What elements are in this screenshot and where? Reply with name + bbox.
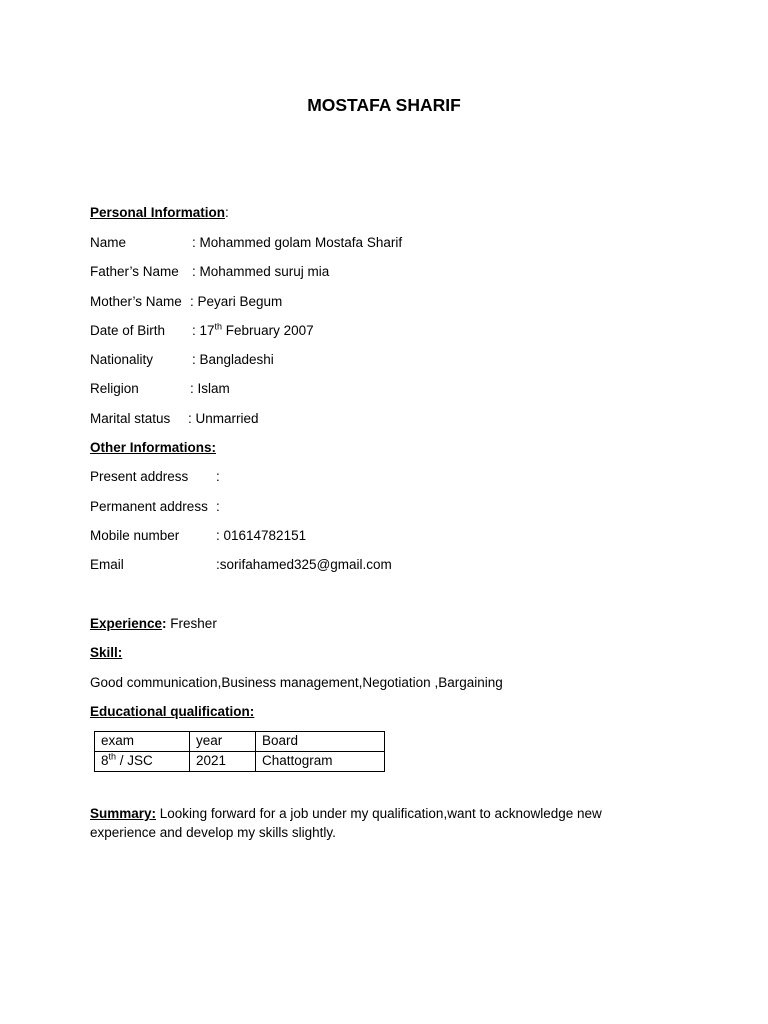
permanent-address-value: :	[216, 499, 220, 514]
permanent-address-row	[90, 499, 220, 514]
mobile-number-row	[90, 528, 306, 543]
summary-paragraph	[90, 804, 650, 842]
marital-status-value: : Unmarried	[188, 411, 259, 426]
table-header-board: Board	[256, 732, 385, 752]
name-value: : Mohammed golam Mostafa Sharif	[192, 235, 403, 250]
summary-value: Looking forward for a job under my qualification,want to acknowledge new experience and develop my skills slightly.	[90, 806, 602, 840]
table-header-year: year	[190, 732, 256, 752]
personal-info-heading-line	[90, 205, 229, 220]
religion-value: : Islam	[190, 381, 230, 396]
skill-value: Good communication,Business management,Negotiation ,Bargaining	[90, 675, 503, 690]
name-row	[90, 235, 402, 250]
exam-superscript: th	[108, 751, 117, 762]
page-title: MOSTAFA SHARIF	[307, 95, 461, 115]
present-address-label-a: Present	[90, 469, 137, 484]
email-value: :sorifahamed325@gmail.com	[216, 557, 392, 572]
experience-colon: :	[162, 616, 167, 631]
mother-name-row	[90, 294, 282, 309]
other-info-heading-line	[90, 440, 216, 455]
religion-label: Religion	[90, 381, 139, 396]
education-heading-line	[90, 704, 254, 719]
marital-status-label: Marital status	[90, 411, 171, 426]
father-name-row	[90, 264, 329, 279]
table-row	[95, 752, 385, 772]
nationality-row	[90, 352, 274, 367]
father-name-label: Father’s Name	[90, 264, 179, 279]
dob-rest: February 2007	[222, 323, 314, 338]
mobile-number-label: Mobile number	[90, 528, 180, 543]
dob-prefix: : 17	[192, 323, 215, 338]
table-cell-exam	[95, 752, 190, 772]
dob-row	[90, 323, 314, 338]
other-info-heading: Other Informations:	[90, 440, 217, 455]
nationality-value: : Bangladeshi	[192, 352, 274, 367]
exam-rest: / JSC	[116, 753, 153, 768]
dob-value	[192, 323, 314, 338]
religion-row	[90, 381, 230, 396]
skill-heading-line	[90, 645, 122, 660]
father-name-value: : Mohammed suruj mia	[192, 264, 330, 279]
present-address-value: :	[216, 469, 220, 484]
personal-info-heading-colon: :	[225, 205, 229, 220]
present-address-label-b: address	[136, 469, 189, 484]
table-header-row	[95, 732, 385, 752]
dob-superscript: th	[214, 321, 223, 332]
experience-heading: Experience	[90, 616, 163, 631]
nationality-label: Nationality	[90, 352, 154, 367]
experience-row	[90, 616, 217, 631]
marital-status-row	[90, 411, 259, 426]
present-address-label	[90, 469, 216, 484]
education-table	[94, 731, 385, 772]
table-header-exam: exam	[95, 732, 190, 752]
exam-prefix: 8	[101, 753, 109, 768]
experience-value: Fresher	[166, 616, 217, 631]
present-address-row	[90, 469, 220, 484]
table-cell-year: 2021	[190, 752, 256, 772]
permanent-address-label: Permanent address	[90, 499, 208, 514]
mother-name-value: : Peyari Begum	[190, 294, 283, 309]
mother-name-label: Mother’s Name	[90, 294, 182, 309]
name-label: Name	[90, 235, 127, 250]
skill-heading: Skill:	[90, 645, 123, 660]
personal-info-heading: Personal Information	[90, 205, 226, 220]
dob-label: Date of Birth	[90, 323, 166, 338]
table-cell-board: Chattogram	[256, 752, 385, 772]
education-heading: Educational qualification:	[90, 704, 255, 719]
email-label: Email	[90, 557, 124, 572]
email-row	[90, 557, 392, 572]
mobile-number-value: : 01614782151	[216, 528, 307, 543]
summary-heading: Summary:	[90, 806, 157, 821]
